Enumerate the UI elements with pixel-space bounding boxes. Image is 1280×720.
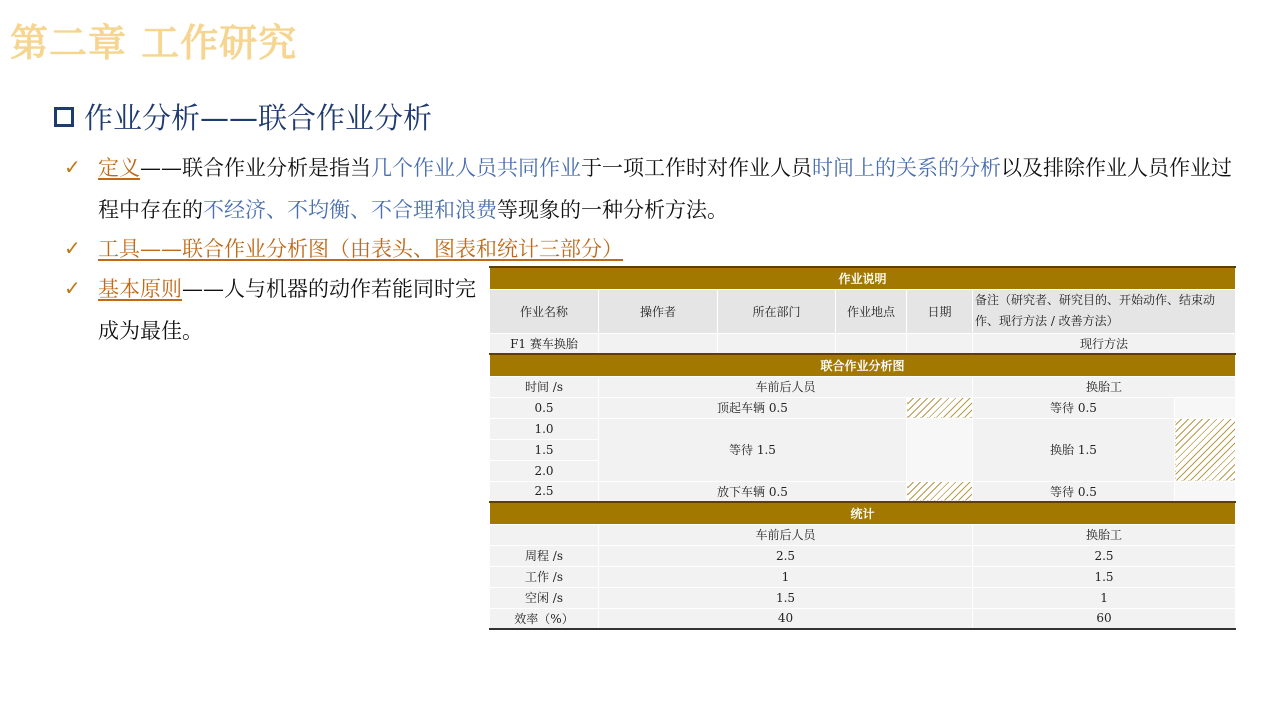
- job-name-cell: F1 赛车换胎: [490, 333, 599, 354]
- work-hatch-cell: [907, 397, 973, 418]
- activity-cell: 顶起车辆 0.5: [599, 397, 907, 418]
- band-operation-description: 作业说明: [490, 267, 1236, 289]
- stats-value: 1: [973, 587, 1236, 608]
- person2-header: 换胎工: [973, 376, 1236, 397]
- time-cell: 1.5: [490, 439, 599, 460]
- activity-cell: 等待 0.5: [973, 397, 1175, 418]
- definition-text-3: 以及排除作业人员作业过程中存在的: [98, 156, 1232, 222]
- empty-cell: [490, 524, 599, 545]
- col-location: 作业地点: [836, 289, 907, 333]
- stats-row: [490, 566, 1236, 587]
- col-department: 所在部门: [718, 289, 836, 333]
- stats-value: 2.5: [599, 545, 973, 566]
- section-heading-text: 作业分析——联合作业分析: [84, 101, 433, 135]
- stats-label: 空闲 /s: [490, 587, 599, 608]
- checkmark-icon: ✓: [64, 155, 81, 179]
- header-row: [490, 289, 1236, 333]
- band-row: [490, 267, 1236, 289]
- work-hatch-cell: [1175, 418, 1236, 481]
- time-row: [490, 397, 1236, 418]
- band-statistics: 统计: [490, 502, 1236, 524]
- checkmark-icon: ✓: [64, 236, 81, 260]
- definition-term: 定义: [98, 156, 140, 180]
- idle-cell: [1175, 397, 1236, 418]
- job-row: [490, 333, 1236, 354]
- stats-value: 40: [599, 608, 973, 629]
- stats-value: 1.5: [973, 566, 1236, 587]
- col-remarks: 备注（研究者、研究目的、开始动作、结束动作、现行方法 / 改善方法）: [973, 289, 1236, 333]
- tool-text: ——联合作业分析图（由表头、图表和统计三部分）: [140, 237, 623, 261]
- stats-label: 工作 /s: [490, 566, 599, 587]
- stats-row: [490, 608, 1236, 629]
- col-job-name: 作业名称: [490, 289, 599, 333]
- stats-label: 周程 /s: [490, 545, 599, 566]
- stats-value: 2.5: [973, 545, 1236, 566]
- method-cell: 现行方法: [973, 333, 1236, 354]
- stats-value: 1.5: [599, 587, 973, 608]
- tool-term: 工具: [98, 237, 140, 261]
- time-row: [490, 418, 1236, 439]
- time-cell: 1.0: [490, 418, 599, 439]
- empty-cell: [599, 333, 718, 354]
- time-header: 时间 /s: [490, 376, 599, 397]
- stats-value: 60: [973, 608, 1236, 629]
- work-hatch-cell: [907, 481, 973, 502]
- idle-cell: [907, 418, 973, 481]
- definition-text-2: 于一项工作时对作业人员: [581, 156, 812, 180]
- person1-header: 车前后人员: [599, 376, 973, 397]
- stats-person1-header: 车前后人员: [599, 524, 973, 545]
- time-row: [490, 481, 1236, 502]
- chart-header-row: [490, 376, 1236, 397]
- principle-text: ——人与机器的动作若能同时完成为最佳。: [98, 277, 476, 343]
- joint-operation-chart-table: [489, 266, 1235, 630]
- col-date: 日期: [907, 289, 973, 333]
- activity-cell: 等待 0.5: [973, 481, 1175, 502]
- joint-table: [489, 266, 1236, 630]
- definition-highlight-3: 不经济、不均衡、不合理和浪费: [203, 198, 497, 222]
- empty-cell: [718, 333, 836, 354]
- time-cell: 2.0: [490, 460, 599, 481]
- band-row: [490, 354, 1236, 376]
- principle-bullet: [98, 268, 478, 352]
- activity-cell: 放下车辆 0.5: [599, 481, 907, 502]
- time-cell: 2.5: [490, 481, 599, 502]
- square-bullet-icon: [54, 107, 74, 127]
- section-heading: [54, 96, 432, 137]
- stats-row: [490, 587, 1236, 608]
- definition-highlight-1: 几个作业人员共同作业: [371, 156, 581, 180]
- band-joint-chart: 联合作业分析图: [490, 354, 1236, 376]
- principle-term: 基本原则: [98, 277, 182, 301]
- definition-text-4: 等现象的一种分析方法。: [497, 198, 728, 222]
- definition-highlight-2: 时间上的关系的分析: [812, 156, 1001, 180]
- stats-header-row: [490, 524, 1236, 545]
- band-row: [490, 502, 1236, 524]
- chapter-title: 第二章 工作研究: [10, 21, 298, 65]
- activity-cell: 换胎 1.5: [973, 418, 1175, 481]
- stats-label: 效率（%）: [490, 608, 599, 629]
- idle-cell: [1175, 481, 1236, 502]
- time-cell: 0.5: [490, 397, 599, 418]
- stats-person2-header: 换胎工: [973, 524, 1236, 545]
- stats-row: [490, 545, 1236, 566]
- stats-value: 1: [599, 566, 973, 587]
- checkmark-icon: ✓: [64, 276, 81, 300]
- definition-bullet: [98, 147, 1248, 231]
- activity-cell: 等待 1.5: [599, 418, 907, 481]
- empty-cell: [836, 333, 907, 354]
- empty-cell: [907, 333, 973, 354]
- tool-bullet: [98, 228, 798, 270]
- definition-text-1: ——联合作业分析是指当: [140, 156, 371, 180]
- col-operator: 操作者: [599, 289, 718, 333]
